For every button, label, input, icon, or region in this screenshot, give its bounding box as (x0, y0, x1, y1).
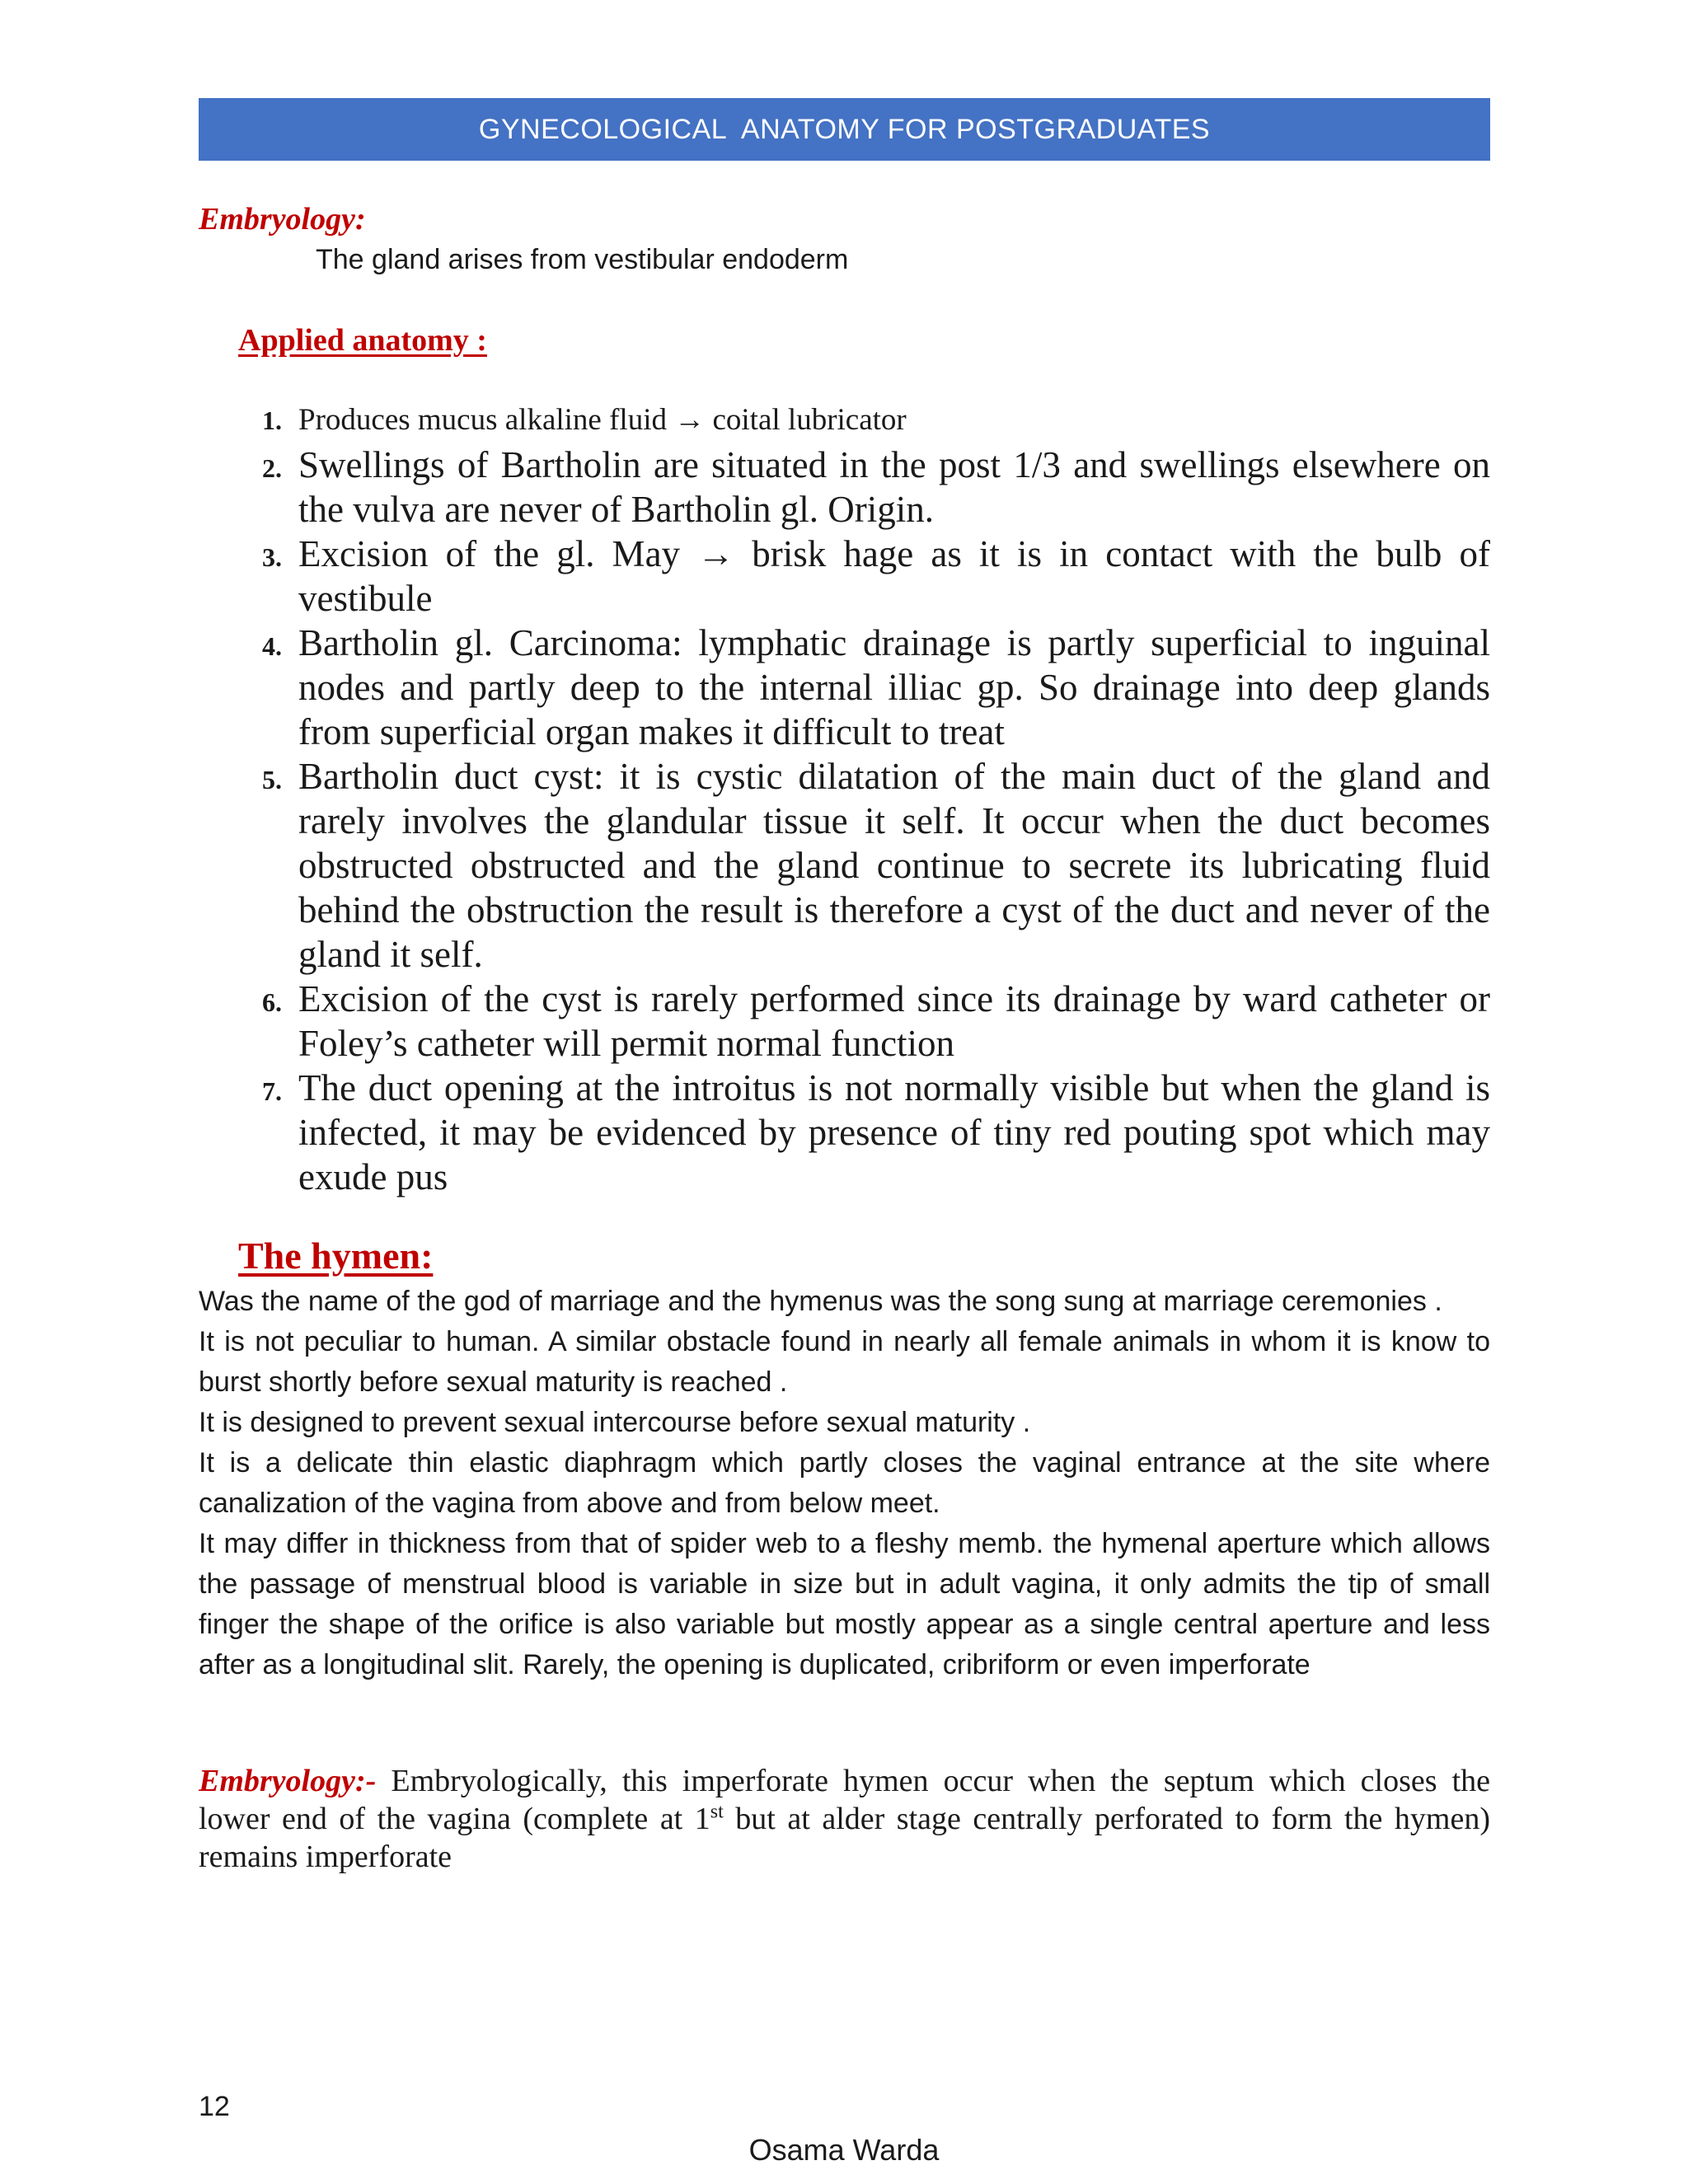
list-item (199, 621, 1490, 754)
applied-anatomy-list (199, 398, 1490, 1199)
hymen-embryology-paragraph (199, 1762, 1490, 1876)
hymen-embryology-text: Embryologically, this imperforate hymen occur when the septum which closes the lower end of the vagina (complete at 1 (199, 1764, 1490, 1836)
page-header-bar (199, 98, 1490, 161)
hymen-paragraph: It is a delicate thin elastic diaphragm which partly closes the vaginal entrance at the site where canalization of the vagina from above and from below meet. (199, 1447, 1490, 1519)
list-item-text: Swellings of Bartholin are situated in the post 1/3 and swellings elsewhere on the vulva are never of Bartholin gl. Origin. (298, 444, 1490, 530)
list-item-text: Excision of the gl. May → brisk hage as it is in contact with the bulb of vestibule (298, 533, 1490, 619)
hymen-paragraph: It is designed to prevent sexual intercourse before sexual maturity . (199, 1407, 1031, 1438)
applied-anatomy-heading: Applied anatomy : (238, 323, 487, 358)
ordinal-superscript: st (710, 1801, 724, 1823)
list-item-number: 7. (262, 1076, 282, 1106)
list-item-text: Bartholin duct cyst: it is cystic dilatation of the main duct of the gland and rarely involves the glandular tissue it self. It occur when the duct becomes obstructed obstructed and the gland continue to secrete its lubricating fluid behind the obstruction the result is therefore a cyst of the duct and never of the gland it self. (298, 756, 1490, 975)
list-item (199, 443, 1490, 532)
hymen-embryology-text-end: but at alder stage centrally perforated to form the hymen) remains imperforate (199, 1802, 1490, 1874)
list-item-number: 6. (262, 987, 282, 1017)
page-number: 12 (199, 2091, 230, 2122)
embryology-text: The gland arises from vestibular endoderm (316, 244, 849, 275)
hymen-paragraph: It may differ in thickness from that of spider web to a fleshy memb. the hymenal aperture which allows the passage of menstrual blood is variable in size but in adult vagina, it only admits the tip of small finger the shape of the orifice is also variable but mostly appear as a single central aperture and less after as a longitudinal slit. Rarely, the opening is duplicated, cribriform or even imperforate (199, 1528, 1490, 1680)
list-item-number: 3. (262, 542, 282, 572)
hymen-embryology-label: Embryology:- (199, 1764, 377, 1798)
list-item (199, 977, 1490, 1066)
list-item-number: 4. (262, 631, 282, 661)
list-item (199, 754, 1490, 977)
list-item-text: Bartholin gl. Carcinoma: lymphatic drainage is partly superficial to inguinal nodes and partly deep to the internal illiac gp. So drainage into deep glands from superficial organ makes it difficult to treat (298, 622, 1490, 752)
list-item-number: 1. (262, 405, 282, 435)
list-item-text: Produces mucus alkaline fluid → coital lubricator (298, 403, 907, 437)
list-item-text: Excision of the cyst is rarely performed since its drainage by ward catheter or Foley’s catheter will permit normal function (298, 978, 1490, 1064)
list-item-text: The duct opening at the introitus is not normally visible but when the gland is infected, it may be evidenced by presence of tiny red pouting spot which may exude pus (298, 1067, 1490, 1197)
list-item (199, 398, 1490, 443)
list-item (199, 532, 1490, 621)
author-footer: Osama Warda (748, 2133, 940, 2167)
list-item-number: 2. (262, 453, 282, 483)
list-item-number: 5. (262, 765, 282, 794)
hymen-body (199, 1282, 1490, 1685)
header-title: GYNECOLOGICAL ANATOMY FOR POSTGRADUATES (478, 113, 1211, 145)
list-item (199, 1066, 1490, 1199)
hymen-heading: The hymen: (238, 1235, 434, 1277)
hymen-paragraph: It is not peculiar to human. A similar obstacle found in nearly all female animals in whom it is know to burst shortly before sexual maturity is reached . (199, 1326, 1490, 1398)
hymen-paragraph: Was the name of the god of marriage and the hymenus was the song sung at marriage ceremonies . (199, 1286, 1442, 1317)
embryology-heading: Embryology: (199, 202, 366, 237)
